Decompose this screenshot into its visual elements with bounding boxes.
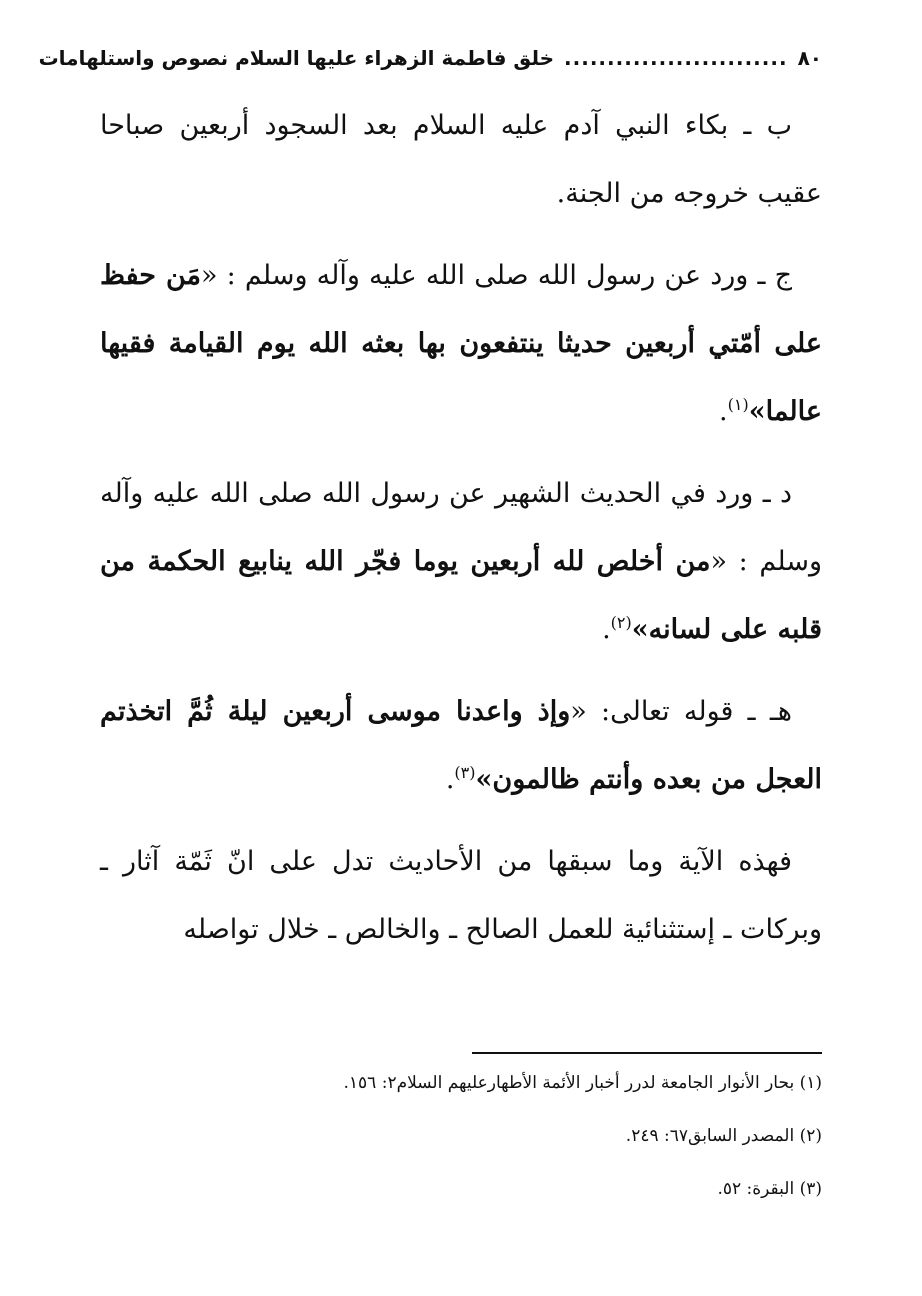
footnote-ref-3: (٣)	[454, 763, 476, 782]
paragraph-conclusion	[100, 828, 822, 964]
footnote-2: (٢) المصدر السابق٦٧: ٢٤٩.	[625, 1126, 822, 1146]
paragraph-end: .	[719, 396, 728, 427]
footnotes	[100, 1072, 822, 1231]
paragraph-end: .	[445, 764, 455, 795]
paragraph-text: ب ـ بكاء النبي آدم عليه السلام بعد السجود أربعين صباحا عقيب خروجه من الجنة.	[100, 110, 822, 209]
page-number: ٨٠	[797, 46, 822, 70]
leader-dots: ..........................	[564, 46, 788, 70]
paragraph-text: فهذه الآية وما سبقها من الأحاديث تدل على انّ ثَمّة آثار ـ وبركات ـ إستثنائية للعمل الصالح ـ والخالص ـ خلال تواصله	[100, 846, 822, 945]
paragraph-b	[100, 92, 822, 228]
paragraph-h	[100, 678, 822, 814]
paragraph-lead: هـ ـ قوله تعالى: «	[570, 696, 792, 727]
hadith-quote: مَن حفظ على أمّتي أربعين حديثا ينتفعون بها بعثه الله يوم القيامة فقيها عالما	[100, 260, 822, 427]
footnote-1: (١) بحار الأنوار الجامعة لدرر أخبار الأئمة الأطهارعليهم السلام٢: ١٥٦.	[343, 1073, 822, 1093]
footnote-3: (٣) البقرة: ٥٢.	[717, 1179, 822, 1199]
quote-close: »	[475, 764, 493, 795]
quote-close: »	[631, 614, 649, 645]
book-title: خلق فاطمة الزهراء عليها السلام نصوص واستلهامات	[38, 46, 555, 70]
paragraph-j	[100, 242, 822, 446]
body-text	[100, 92, 822, 978]
hadith-quote: من أخلص لله أربعين يوما فجّر الله ينابيع الحكمة من قلبه على لسانه	[100, 546, 822, 645]
paragraph-end: .	[602, 614, 611, 645]
quote-close: »	[748, 396, 766, 427]
footnote-separator	[472, 1052, 822, 1054]
verse-quote: وإذ واعدنا موسى أربعين ليلة ثُمَّ اتخذتم العجل من بعده وأنتم ظالمون	[100, 696, 822, 795]
footnote-ref-1: (١)	[727, 395, 749, 414]
running-header	[38, 38, 822, 78]
paragraph-lead: ج ـ ورد عن رسول الله صلى الله عليه وآله وسلم : «	[200, 260, 792, 291]
footnote-ref-2: (٢)	[610, 613, 632, 632]
paragraph-lead: د ـ ورد في الحديث الشهير عن رسول الله صلى الله عليه وآله وسلم : «	[100, 478, 822, 577]
paragraph-d	[100, 460, 822, 664]
